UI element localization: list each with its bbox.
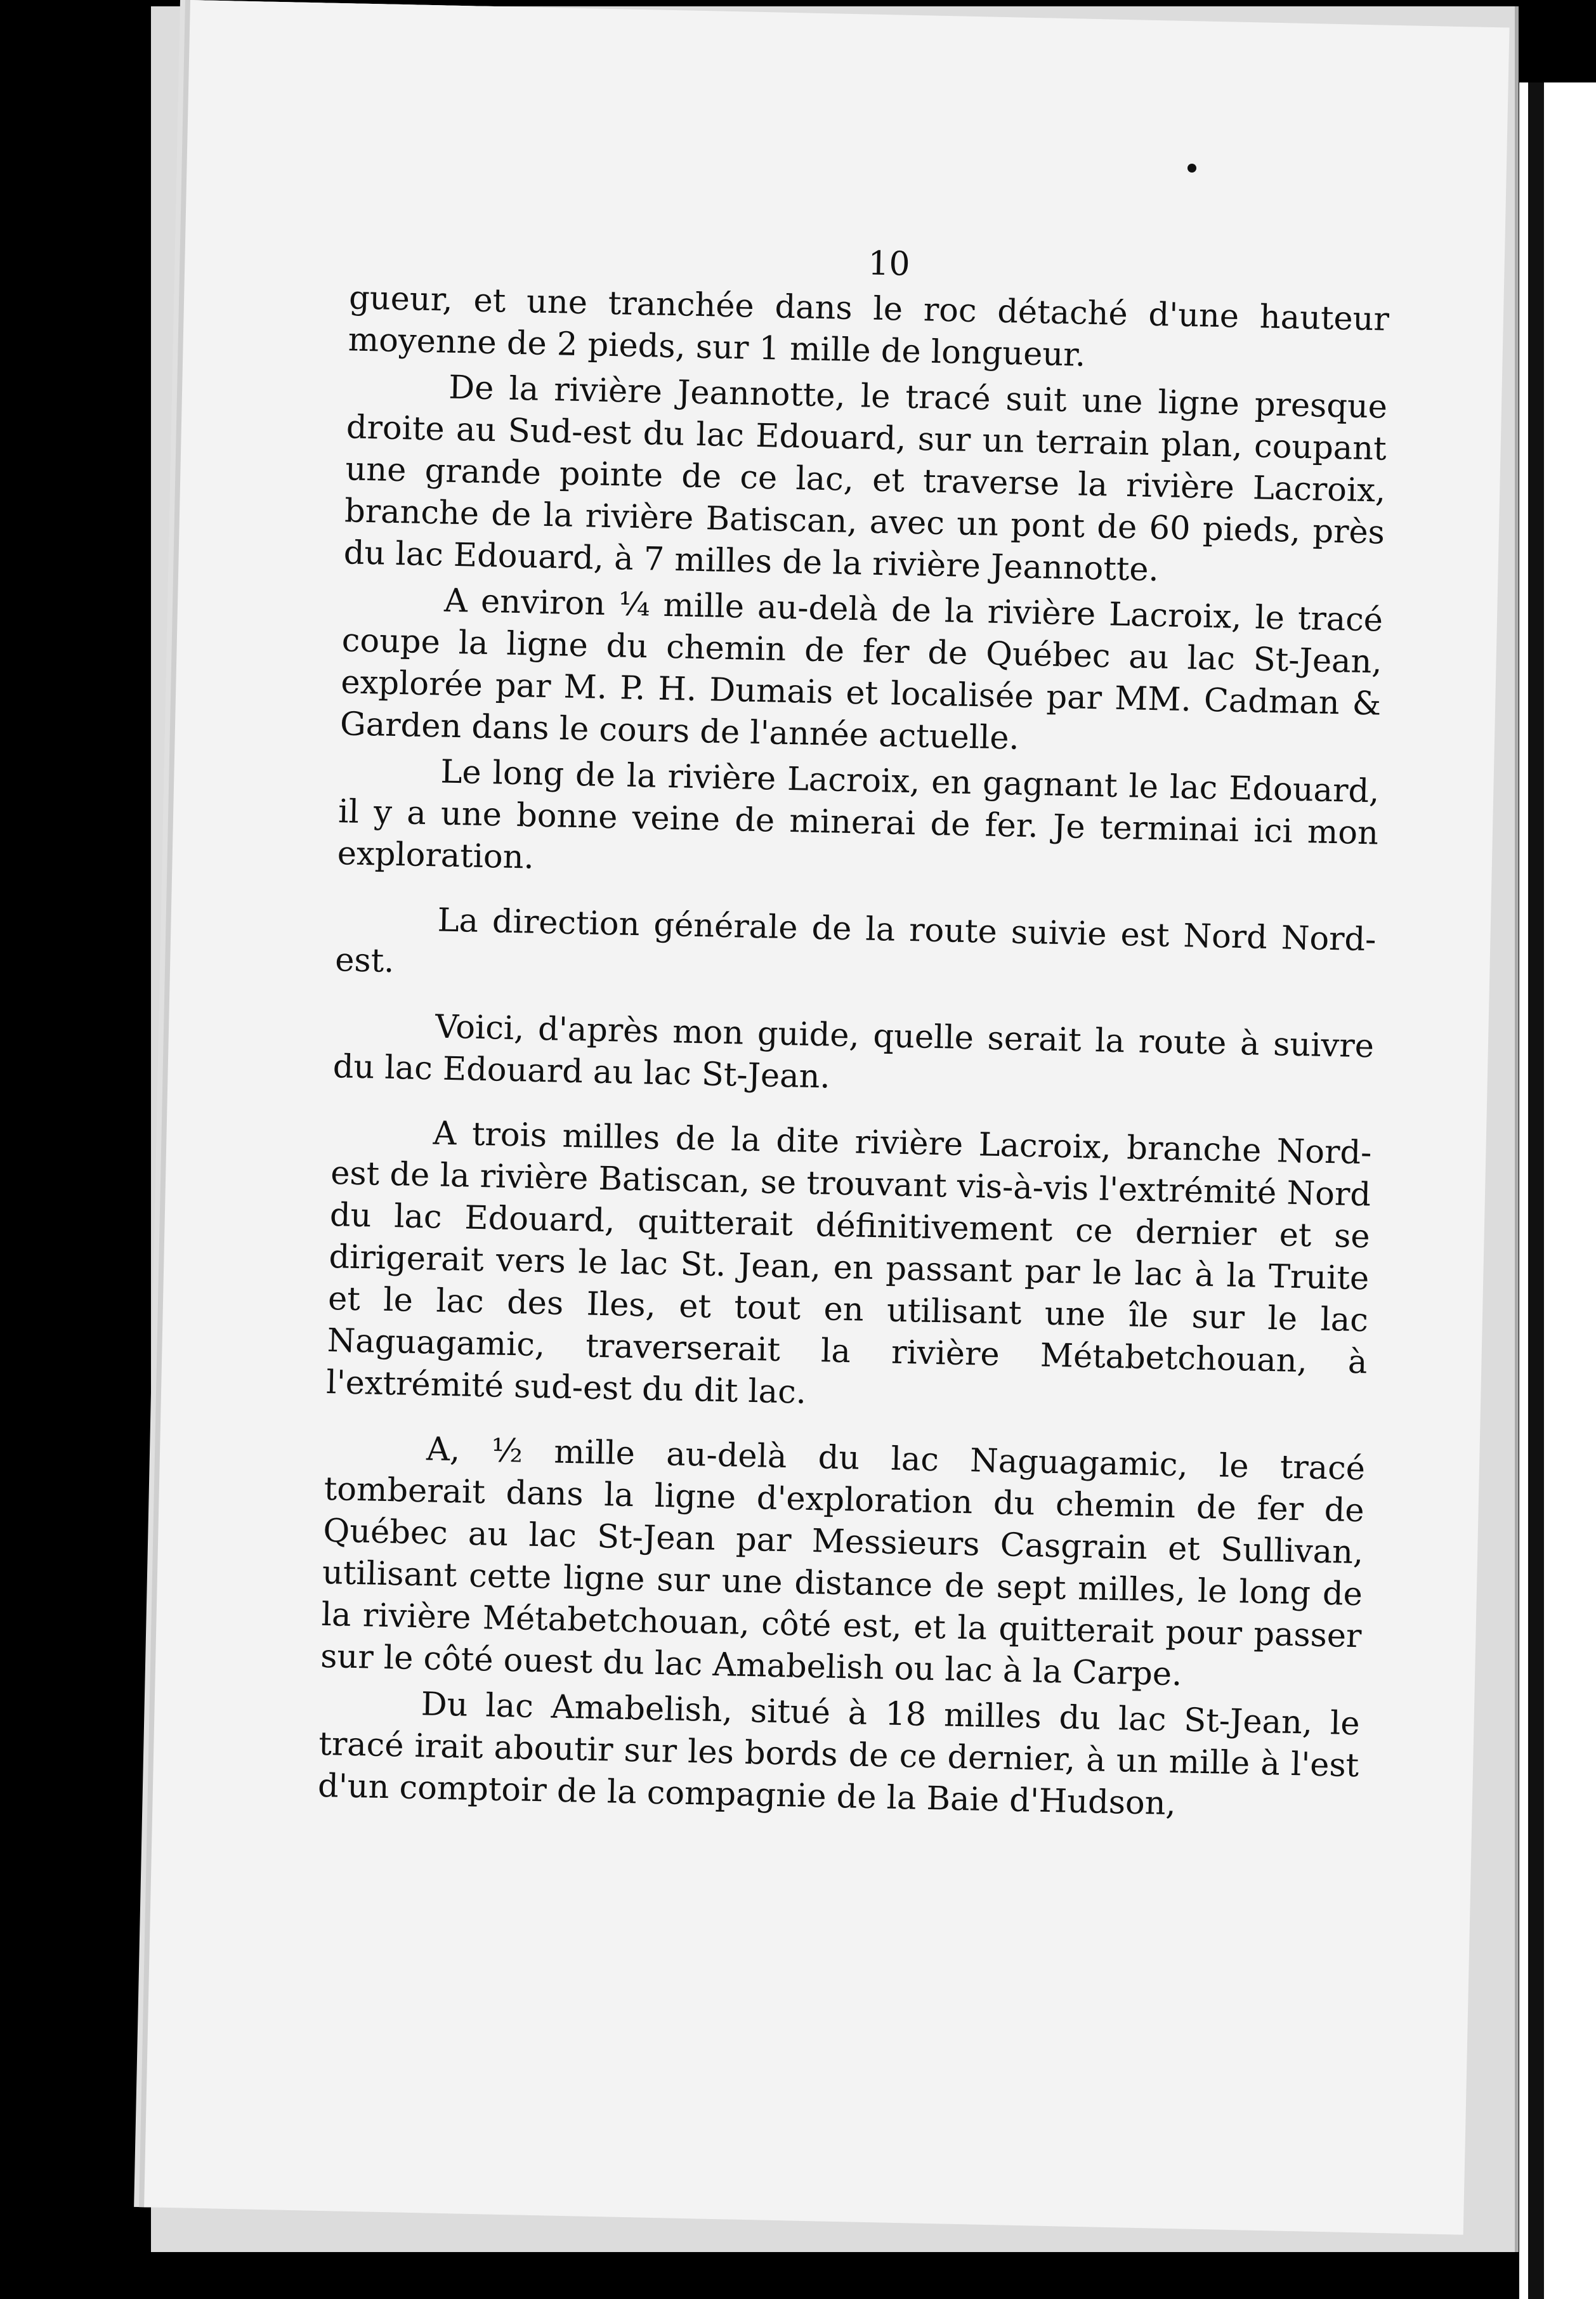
- paragraph-1: gueur, et une tranchée dans le roc détaché d'une hauteur moyenne de 2 pieds, sur 1 mille de longueur.: [348, 279, 1390, 374]
- paragraph-7: A trois milles de la dite rivière Lacroix, branche Nord-est de la rivière Batiscan, se trouvant vis-à-vis l'extrémité Nord du lac Edouard, quitterait définitivement ce dernier et se dirigerait vers le lac St. Jean, en passant par le lac à la Truite et le lac des Iles, et tout en utilisant une île sur le lac Naguagamic, traverserait la rivière Métabetchouan, à l'extrémité sud-est du dit lac.: [325, 1115, 1372, 1411]
- facing-page-edge: [1519, 82, 1596, 2299]
- paragraph-4: Le long de la rivière Lacroix, en gagnant le lac Edouard, il y a une bonne veine de minerai de fer. Je terminai ici mon exploration.: [337, 753, 1380, 877]
- gutter-shadow: [1528, 82, 1544, 2299]
- ink-dot: [1187, 164, 1196, 173]
- page-text-block: [317, 232, 1390, 1852]
- paragraph-8: A, ½ mille au-delà du lac Naguagamic, le tracé tomberait dans la ligne d'exploration du chemin de fer de Québec au lac St-Jean par Messieurs Casgrain et Sullivan, utilisant cette ligne sur une distance de sept milles, le long de la rivière Métabetchouan, côté est, et la quitterait pour passer sur le côté ouest du lac Amabelish ou lac à la Carpe.: [320, 1431, 1366, 1694]
- book-page: [144, 0, 1509, 2235]
- paragraph-3: A environ ¼ mille au-delà de la rivière Lacroix, le tracé coupe la ligne du chemin de fer de Québec au lac St-Jean, explorée par M. P. H. Dumais et localisée par MM. Cadman & Garden dans le cours de l'année actuelle.: [339, 582, 1383, 757]
- paragraph-5: La direction générale de la route suivie est Nord Nord-est.: [334, 901, 1377, 981]
- paragraph-9: Du lac Amabelish, situé à 18 milles du lac St-Jean, le tracé irait aboutir sur les bords de ce dernier, à un mille à l'est d'un comptoir de la compagnie de la Baie d'Hudson,: [317, 1686, 1361, 1823]
- paragraph-6: Voici, d'après mon guide, quelle serait la route à suivre du lac Edouard au lac St-Jean.: [332, 1008, 1375, 1096]
- paragraph-2: De la rivière Jeannotte, le tracé suit une ligne presque droite au Sud-est du lac Edouard, sur un terrain plan, coupant une grande pointe de ce lac, et traverse la rivière Lacroix, branche de la rivière Batiscan, avec un pont de 60 pieds, près du lac Edouard, à 7 milles de la rivière Jeannotte.: [343, 369, 1388, 589]
- page-number: 10: [867, 244, 911, 284]
